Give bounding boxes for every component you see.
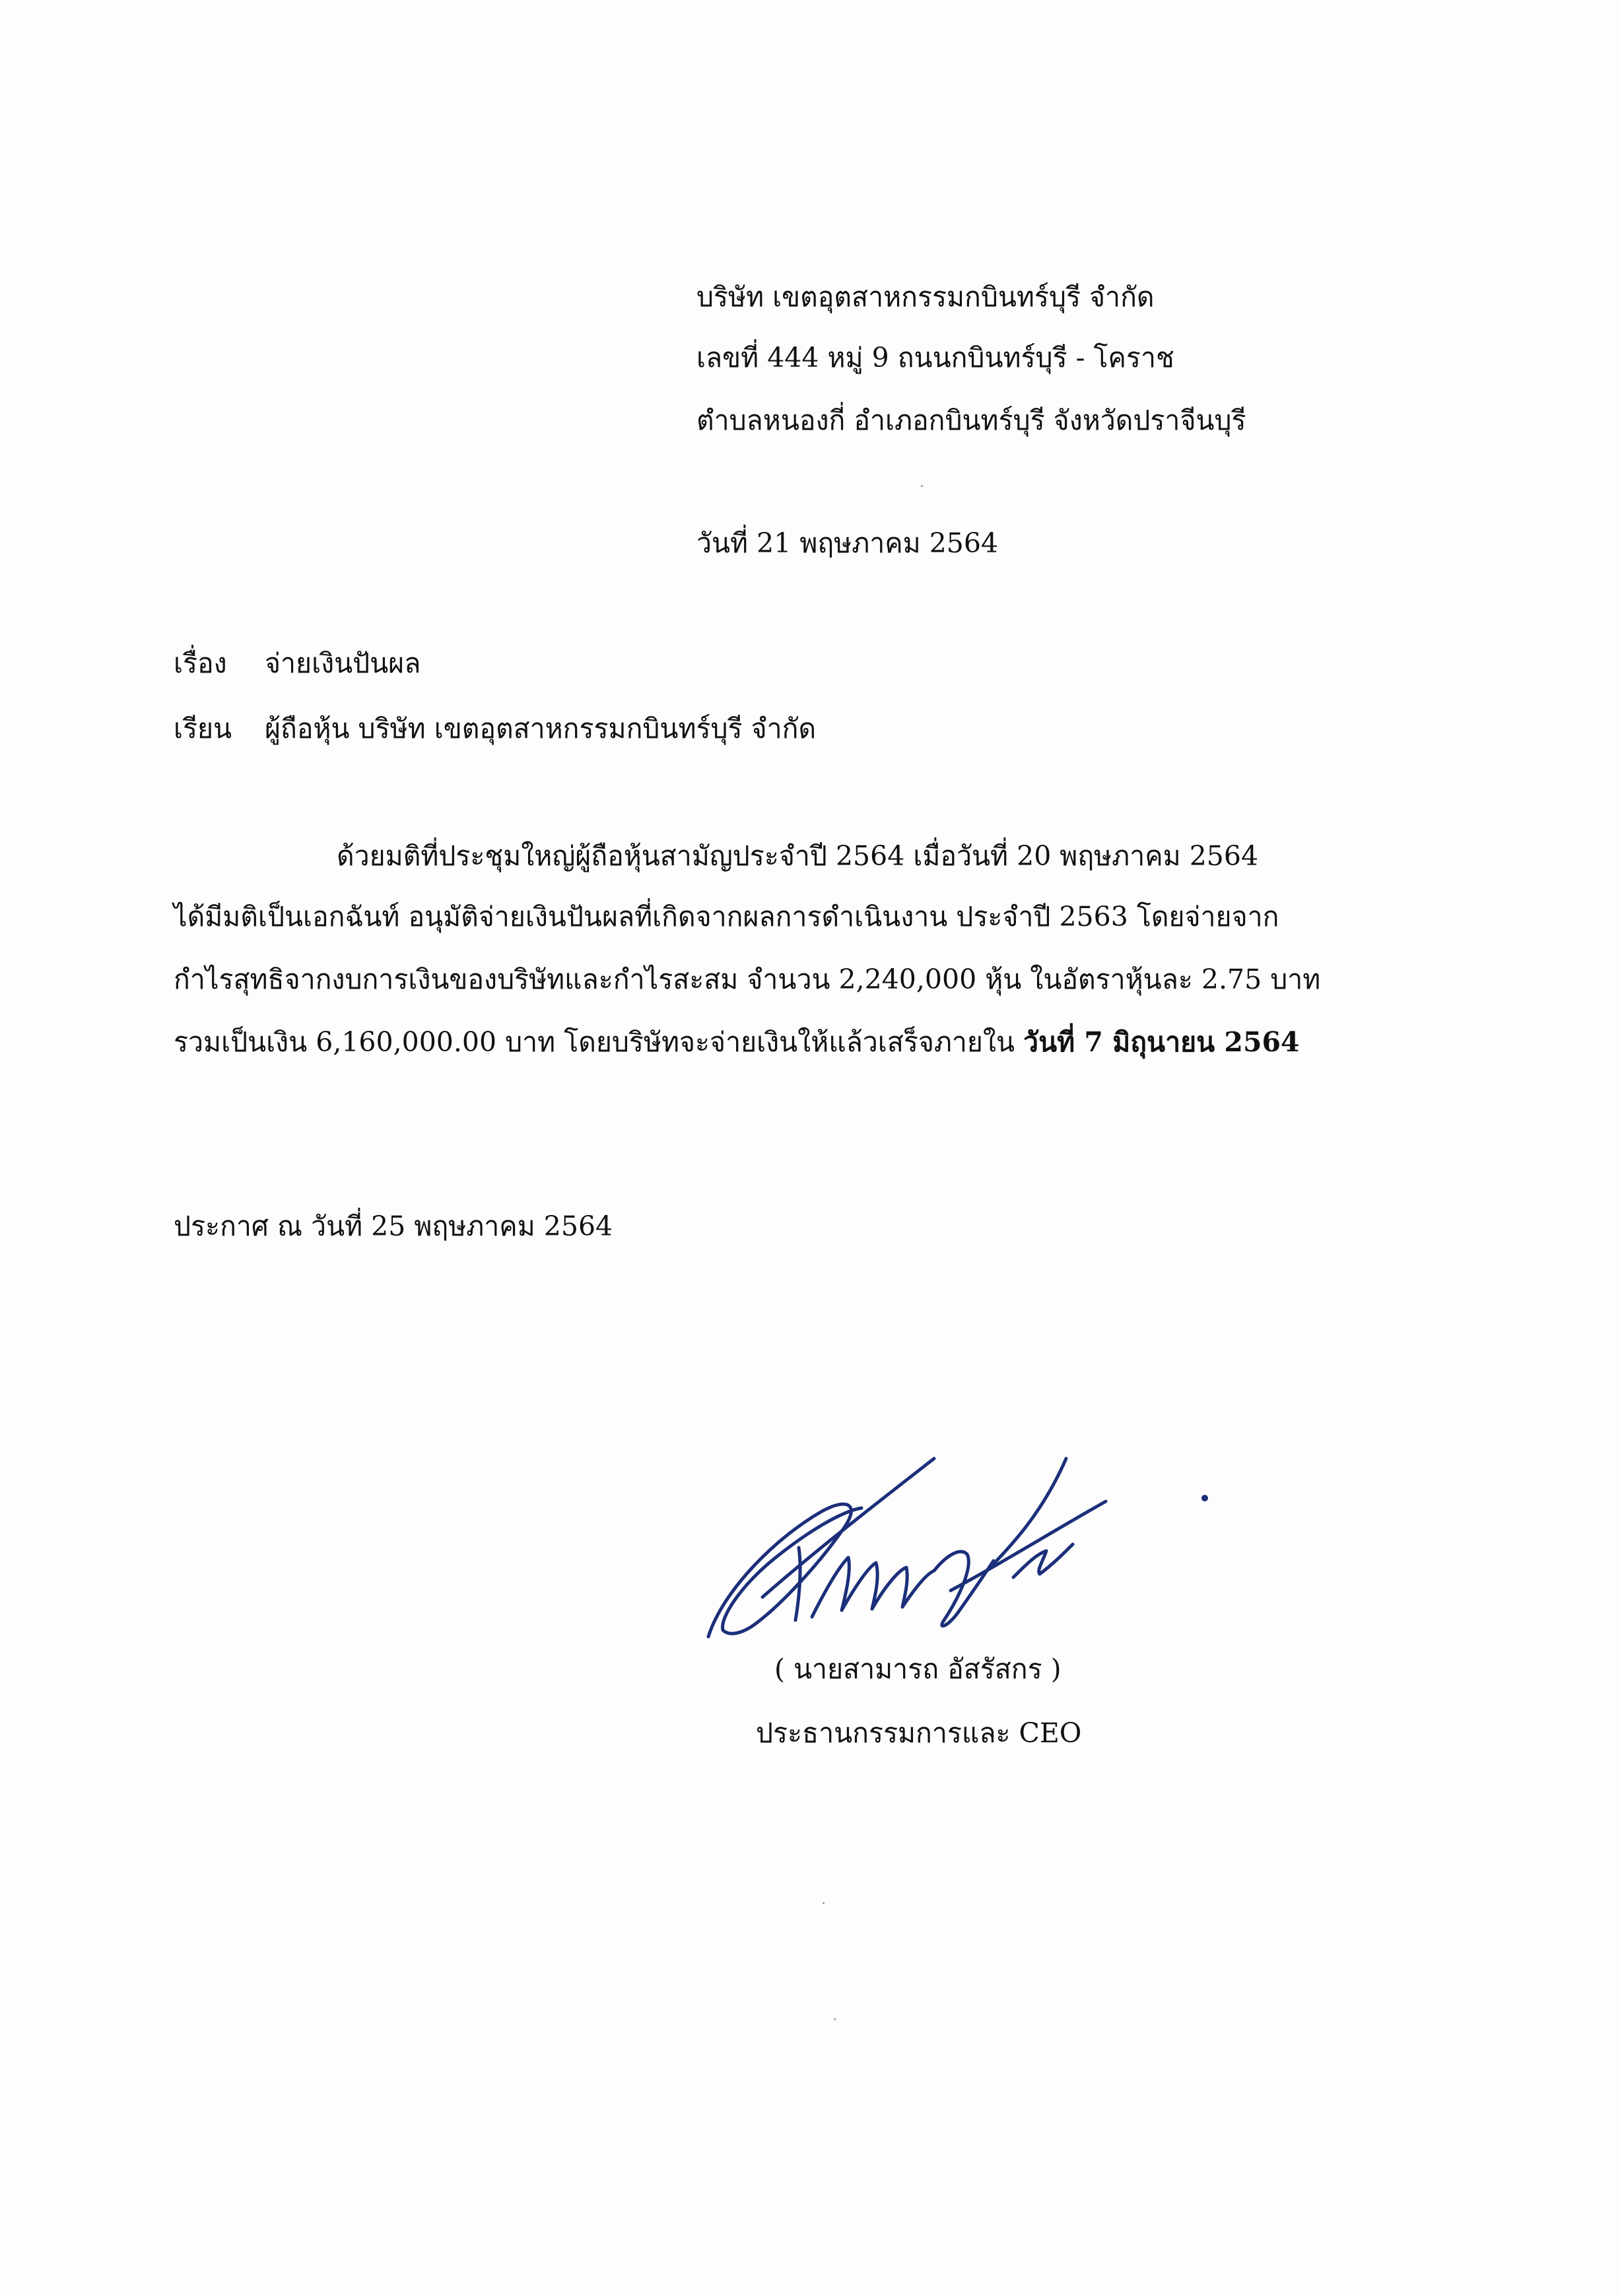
letter-date: วันที่ 21 พฤษภาคม 2564 [696, 527, 999, 559]
announcement-date: ประกาศ ณ วันที่ 25 พฤษภาคม 2564 [174, 1210, 613, 1242]
subject-value: จ่ายเงินปันผล [265, 647, 421, 679]
body-line-4-text: รวมเป็นเงิน 6,160,000.00 บาท โดยบริษัทจะจ่ายเงินให้แล้วเสร็จภายใน [174, 1026, 1024, 1058]
scan-speck [921, 485, 923, 487]
handwritten-signature [683, 1439, 1238, 1663]
body-line-1: ด้วยมติที่ประชุมใหญ่ผู้ถือหุ้นสามัญประจำปี 2564 เมื่อวันที่ 20 พฤษภาคม 2564 [337, 840, 1259, 872]
payment-deadline: วันที่ 7 มิถุนายน 2564 [1023, 1026, 1300, 1058]
body-line-2: ได้มีมติเป็นเอกฉันท์ อนุมัติจ่ายเงินปันผลที่เกิดจากผลการดำเนินงาน ประจำปี 2563 โดยจ่ายจาก [174, 901, 1279, 933]
scan-speck [834, 2018, 836, 2020]
sender-address-line1: เลขที่ 444 หมู่ 9 ถนนกบินทร์บุรี - โคราช [696, 342, 1174, 374]
sender-address-line2: ตำบลหนองกี่ อำเภอกบินทร์บุรี จังหวัดปราจีนบุรี [696, 405, 1246, 436]
subject-row [174, 647, 421, 679]
signatory-name: ( นายสามารถ อัสรัสกร ) [774, 1653, 1062, 1685]
sender-company: บริษัท เขตอุตสาหกรรมกบินทร์บุรี จำกัด [696, 281, 1155, 313]
body-line-4 [174, 1021, 1300, 1064]
recipient-row [174, 715, 816, 742]
recipient-label: เรียน [174, 713, 232, 744]
signatory-title: ประธานกรรมการและ CEO [756, 1717, 1082, 1749]
body-line-3: กำไรสุทธิจากงบการเงินของบริษัทและกำไรสะสม จำนวน 2,240,000 หุ้น ในอัตราหุ้นละ 2.75 บาท [174, 964, 1321, 995]
scan-speck [823, 1902, 825, 1904]
recipient-value: ผู้ถือหุ้น บริษัท เขตอุตสาหกรรมกบินทร์บุรี จำกัด [265, 713, 817, 744]
subject-label: เรื่อง [174, 647, 227, 679]
